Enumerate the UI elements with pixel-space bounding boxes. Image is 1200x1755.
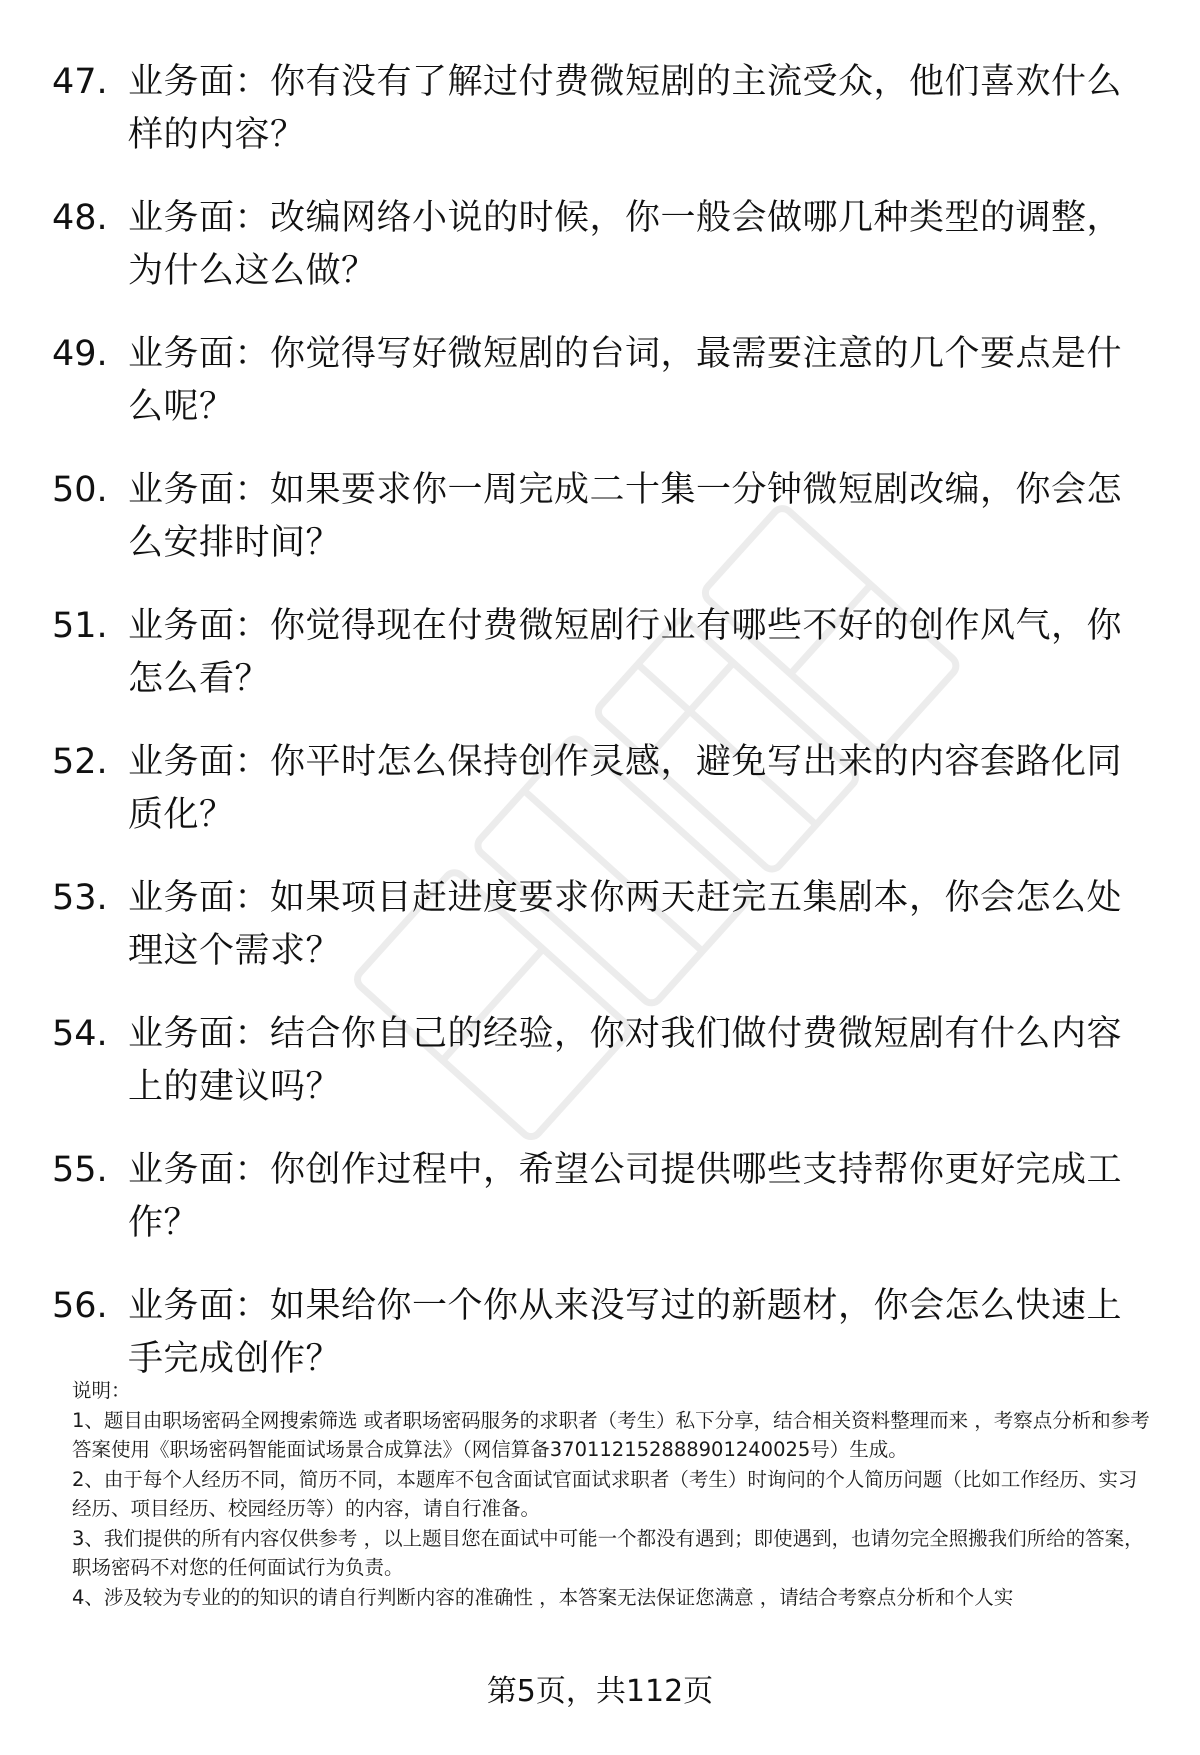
question-item [52,192,1152,298]
question-number: 50. [52,470,108,510]
note-item: 2、由于每个人经历不同，简历不同，本题库不包含面试官面试求职者（考生）时询问的个人简历问题（比如工作经历、实习经历、项目经历、校园经历等）的内容，请自行准备。 [72,1467,1138,1520]
question-list [52,56,1152,1416]
question-item [52,1144,1152,1250]
question-text: 业务面：结合你自己的经验，你对我们做付费微短剧有什么内容上的建议吗？ [128,1014,1123,1107]
question-text: 业务面：如果项目赶进度要求你两天赶完五集剧本，你会怎么处理这个需求？ [128,878,1123,971]
question-number: 56. [52,1286,108,1326]
question-text: 业务面：你平时怎么保持创作灵感，避免写出来的内容套路化同质化？ [128,742,1123,835]
question-item [52,1280,1152,1386]
question-text: 业务面：如果要求你一周完成二十集一分钟微短剧改编，你会怎么安排时间？ [128,470,1123,563]
question-item [52,872,1152,978]
question-item [52,736,1152,842]
question-number: 55. [52,1150,108,1190]
question-number: 54. [52,1014,108,1054]
question-text: 业务面：改编网络小说的时候，你一般会做哪几种类型的调整，为什么这么做？ [128,198,1123,291]
question-item [52,1008,1152,1114]
question-item [52,328,1152,434]
note-item: 4、涉及较为专业的的知识的请自行判断内容的准确性 ，本答案无法保证您满意 ，请结合考察点分析和个人实 [72,1585,1014,1609]
question-number: 51. [52,606,108,646]
question-item [52,56,1152,162]
note-item: 1、题目由职场密码全网搜索筛选 或者职场密码服务的求职者（考生）私下分享，结合相关资料整理而来 ，考察点分析和参考答案使用《职场密码智能面试场景合成算法》（网信算备370112152888901240025号）生成。 [72,1408,1150,1461]
page-number: 第5页，共112页 [486,1674,714,1709]
question-number: 52. [52,742,108,782]
question-number: 49. [52,334,108,374]
question-item [52,600,1152,706]
question-text: 业务面：你创作过程中，希望公司提供哪些支持帮你更好完成工作？ [128,1150,1123,1243]
question-number: 47. [52,62,108,102]
notes-heading: 说明： [72,1379,131,1402]
question-number: 53. [52,878,108,918]
question-text: 业务面：如果给你一个你从来没写过的新题材，你会怎么快速上手完成创作？ [128,1286,1123,1379]
question-number: 48. [52,198,108,238]
question-text: 业务面：你有没有了解过付费微短剧的主流受众，他们喜欢什么样的内容？ [128,62,1123,155]
question-text: 业务面：你觉得现在付费微短剧行业有哪些不好的创作风气，你怎么看？ [128,606,1123,699]
notes-section [72,1376,1152,1612]
note-item: 3、我们提供的所有内容仅供参考 ，以上题目您在面试中可能一个都没有遇到；即使遇到，也请勿完全照搬我们所给的答案，职场密码不对您的任何面试行为负责。 [72,1526,1144,1579]
question-text: 业务面：你觉得写好微短剧的台词，最需要注意的几个要点是什么呢？ [128,334,1123,427]
question-item [52,464,1152,570]
